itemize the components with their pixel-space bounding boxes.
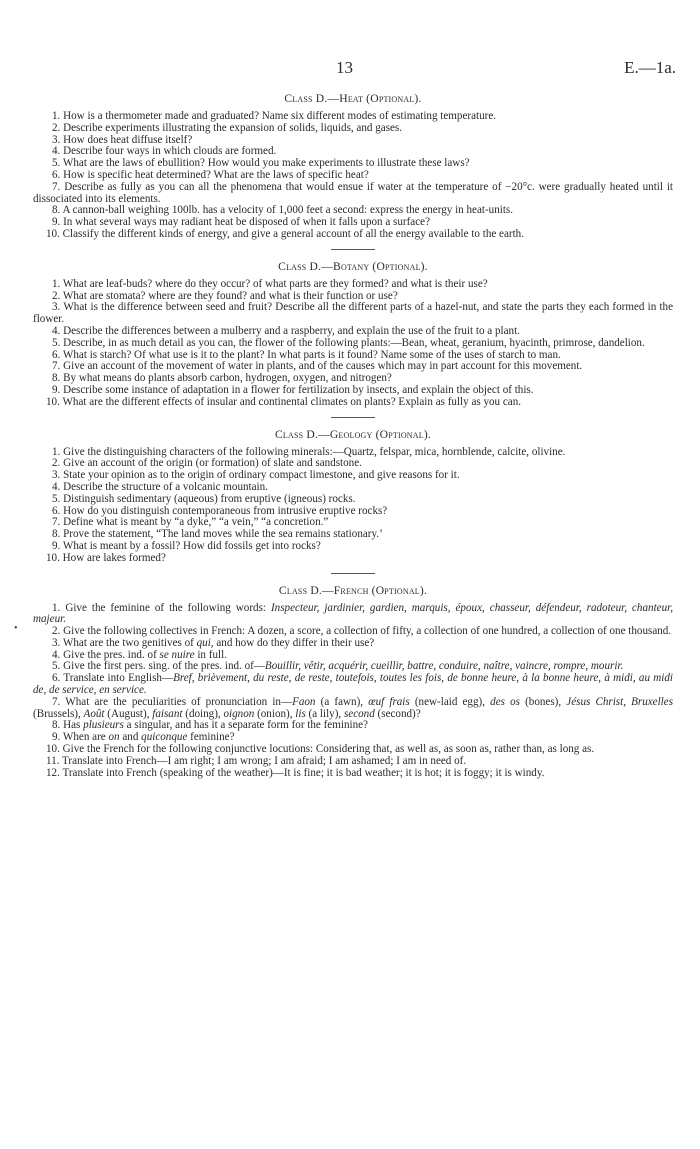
- question-number: 9.: [52, 539, 61, 552]
- question-number: 3.: [52, 636, 61, 649]
- exam-section: [33, 260, 673, 409]
- question-item: [33, 397, 673, 409]
- question-text: What are the different effects of insular and continental climates on plants? Explain as fully as you can.: [62, 395, 522, 408]
- question-text: Distinguish sedimentary (aqueous) from eruptive (igneous) rocks.: [63, 492, 356, 505]
- question-text: Translate into French (speaking of the weather)—It is fine; it is bad weather; it is hot; it is foggy; it is windy.: [62, 766, 545, 779]
- exam-section: [33, 428, 673, 565]
- question-text: Describe some instance of adaptation in a flower for fertilization by insects, and explain the object of this.: [63, 383, 534, 396]
- question-text: What are leaf-buds? where do they occur? of what parts are they formed? and what is their use?: [62, 277, 488, 290]
- question-item: [33, 603, 673, 627]
- question-text: Describe experiments illustrating the expansion of solids, liquids, and gases.: [63, 121, 403, 134]
- question-number: 10.: [46, 743, 60, 756]
- question-number: 3.: [52, 133, 61, 146]
- question-item: [33, 553, 673, 565]
- question-number: 5.: [52, 336, 61, 349]
- question-number: 7.: [52, 360, 61, 373]
- section-divider: [331, 249, 375, 250]
- question-number: 4.: [52, 648, 61, 661]
- question-number: 4.: [52, 480, 61, 493]
- exam-section: [33, 92, 673, 241]
- question-number: 1.: [52, 110, 61, 122]
- exam-content: [33, 92, 673, 785]
- question-number: 6.: [52, 672, 61, 685]
- exam-section: [33, 584, 673, 780]
- question-number: 3.: [52, 469, 61, 482]
- question-text: What is the difference between seed and fruit? Describe all the different parts of a hazel-nut, and state the parts they each formed in the flower.: [33, 301, 673, 326]
- question-text: Describe the differences between a mulberry and a raspberry, and explain the use of the fruit to a plant.: [63, 324, 520, 337]
- section-title: Class D.—Heat (Optional).: [284, 92, 422, 105]
- question-text: Give an account of the movement of water in plants, and of the causes which may in part account for this movement.: [63, 360, 583, 373]
- question-item: [33, 697, 673, 721]
- question-text: By what means do plants absorb carbon, hydrogen, oxygen, and nitrogen?: [63, 372, 392, 385]
- section-title: Class D.—Botany (Optional).: [278, 259, 428, 273]
- question-number: 6.: [52, 348, 61, 361]
- question-item: [33, 302, 673, 326]
- page-number: 13: [336, 58, 353, 77]
- question-text: Give the feminine of the following words: Inspecteur, jardinier, gardien, marquis, époux, chasseur, défendeur, radoteur, chanteur, majeur.: [33, 601, 673, 626]
- question-number: 2.: [52, 625, 61, 638]
- question-text: Describe as fully as you can all the phenomena that would ensue if water at the temperature of −20°c. were gradually heated until it dissociated into its elements.: [33, 180, 673, 205]
- question-number: 2.: [52, 457, 61, 470]
- question-number: 2.: [52, 121, 61, 134]
- question-number: 9.: [52, 731, 61, 744]
- question-number: 11.: [46, 754, 60, 767]
- question-item: [33, 768, 673, 780]
- question-number: 7.: [52, 180, 61, 193]
- question-number: 10.: [46, 551, 60, 564]
- question-text: How do you distinguish contemporaneous from intrusive eruptive rocks?: [63, 504, 388, 517]
- question-number: 8.: [52, 719, 61, 732]
- question-number: 1.: [52, 277, 61, 290]
- question-text: How is specific heat determined? What are the laws of specific heat?: [63, 168, 369, 181]
- question-number: 12.: [46, 766, 60, 779]
- question-number: 8.: [52, 372, 61, 385]
- question-text: A cannon-ball weighing 100lb. has a velocity of 1,000 feet a second: express the energy in heat-units.: [62, 204, 514, 217]
- question-number: 7.: [52, 695, 61, 708]
- question-text: Translate into English—Bref, brièvement, du reste, de reste, toutefois, toutes les fois, de bonne heure, à la bonne heure, à midi, au midi de, de service, en service.: [33, 672, 673, 697]
- series-code: E.—1a.: [624, 58, 676, 77]
- question-text: What is starch? Of what use is it to the plant? In what parts is it found? Name some of the uses of starch to man.: [62, 348, 561, 361]
- question-number: 5.: [52, 660, 61, 673]
- question-text: How is a thermometer made and graduated? Name six different modes of estimating temperature.: [63, 110, 497, 122]
- question-number: 8.: [52, 528, 61, 541]
- question-text: How does heat diffuse itself?: [63, 133, 193, 146]
- question-number: 8.: [52, 204, 61, 217]
- question-item: [33, 673, 673, 697]
- question-text: What are the two genitives of qui, and how do they differ in their use?: [62, 636, 375, 649]
- question-text: Describe the structure of a volcanic mountain.: [63, 480, 268, 493]
- question-text: How are lakes formed?: [62, 551, 166, 564]
- question-number: 10.: [46, 227, 60, 240]
- question-text: What are the laws of ebullition? How would you make experiments to illustrate these laws?: [62, 157, 470, 170]
- question-text: What are the peculiarities of pronunciation in—Faon (a fawn), œuf frais (new-laid egg), des os (bones), Jésus Christ, Bruxelles (Brussels), Août (August), faisant (doing), oignon (onion), lis (a lily), second (second)?: [33, 695, 674, 720]
- question-text: Give the distinguishing characters of the following minerals:—Quartz, felspar, mica, hornblende, calcite, olivine.: [63, 445, 566, 458]
- question-text: Has plusieurs a singular, and has it a separate form for the feminine?: [63, 719, 368, 732]
- question-text: What are stomata? where are they found? and what is their function or use?: [62, 289, 398, 302]
- question-number: 3.: [52, 301, 61, 314]
- page-header: [0, 58, 700, 82]
- section-title: Class D.—Geology (Optional).: [274, 427, 432, 441]
- question-number: 7.: [52, 516, 61, 529]
- question-number: 9.: [52, 216, 61, 229]
- question-item: [33, 182, 673, 206]
- question-number: 6.: [52, 168, 61, 181]
- question-number: 4.: [52, 145, 61, 158]
- section-title: Class D.—French (Optional).: [278, 583, 428, 597]
- question-text: State your opinion as to the origin of ordinary compact limestone, and give reasons for it.: [63, 469, 460, 482]
- question-text: Give the following collectives in French: A dozen, a score, a collection of fifty, a collection of one hundred, a collection of one thousand.: [63, 625, 672, 638]
- section-divider: [331, 573, 375, 574]
- question-number: 10.: [46, 395, 60, 408]
- question-text: In what several ways may radiant heat be disposed of when it falls upon a surface?: [63, 216, 430, 229]
- question-number: 9.: [52, 383, 61, 396]
- question-item: [33, 229, 673, 241]
- question-text: Prove the statement, “The land moves while the sea remains stationary.’: [63, 528, 383, 541]
- question-text: When are on and quiconque feminine?: [62, 731, 235, 744]
- question-text: Describe, in as much detail as you can, the flower of the following plants:—Bean, wheat, geranium, hyacinth, primrose, dandelion.: [63, 336, 645, 349]
- question-text: What is meant by a fossil? How did fossils get into rocks?: [62, 539, 321, 552]
- question-number: 5.: [52, 492, 61, 505]
- question-text: Give the first pers. sing. of the pres. ind. of—Bouillir, vêtir, acquérir, cueillir, battre, conduire, naître, vaincre, rompre, mourir.: [63, 660, 624, 673]
- question-text: Define what is meant by “a dyke,” “a vein,” “a concretion.”: [63, 516, 329, 529]
- question-number: 6.: [52, 504, 61, 517]
- question-text: Give the pres. ind. of se nuire in full.: [63, 648, 227, 661]
- question-number: 1.: [52, 601, 61, 614]
- question-number: 1.: [52, 445, 61, 458]
- question-text: Classify the different kinds of energy, and give a general account of all the energy available to the earth.: [62, 227, 525, 240]
- question-number: 4.: [52, 324, 61, 337]
- question-text: Describe four ways in which clouds are formed.: [63, 145, 277, 158]
- question-number: 2.: [52, 289, 61, 302]
- question-text: Give an account of the origin (or formation) of slate and sandstone.: [63, 457, 362, 470]
- question-text: Give the French for the following conjunctive locutions: Considering that, as well as, as soon as, rather than, as long as.: [62, 743, 595, 756]
- section-divider: [331, 417, 375, 418]
- margin-mark: •: [14, 623, 18, 634]
- question-number: 5.: [52, 157, 61, 170]
- question-text: Translate into French—I am right; I am wrong; I am afraid; I am ashamed; I am in need of.: [62, 754, 467, 767]
